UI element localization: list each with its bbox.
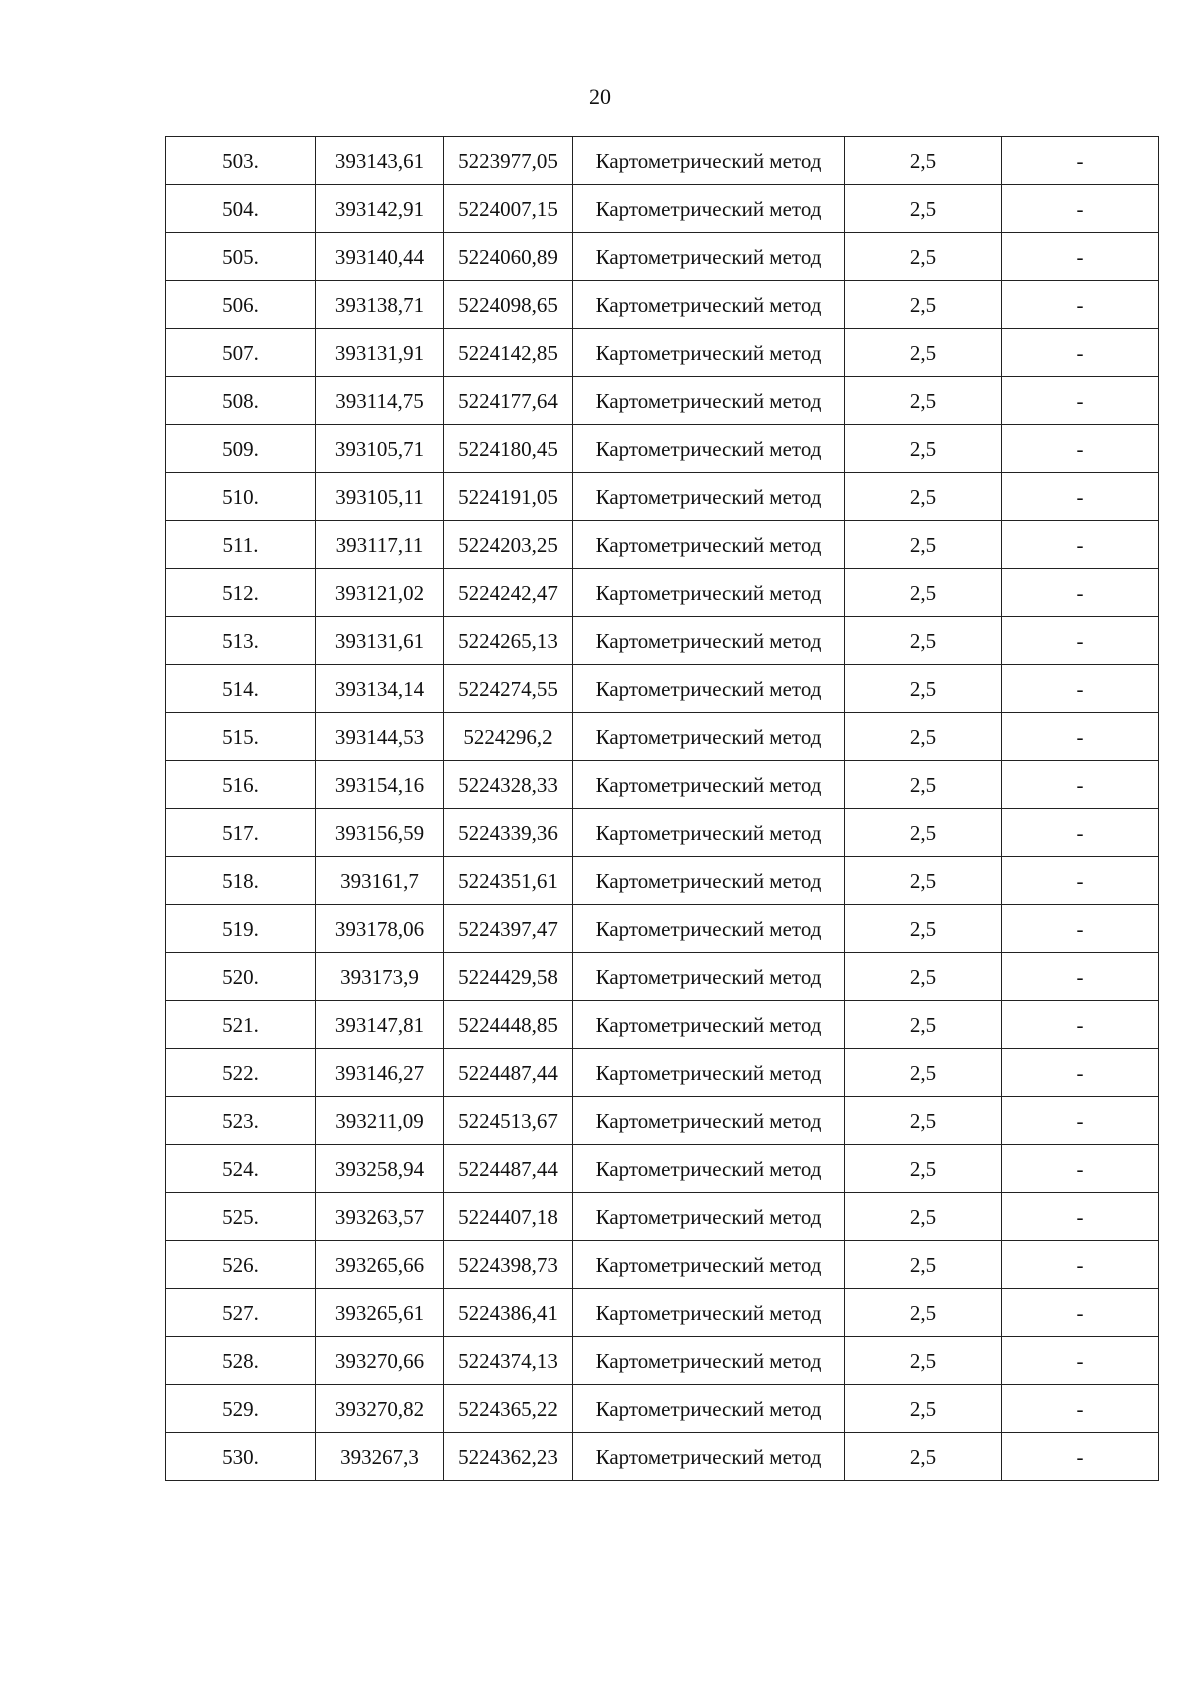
- note-cell: -: [1002, 137, 1159, 185]
- method-cell: Картометрический метод: [573, 617, 845, 665]
- accuracy-cell: 2,5: [845, 329, 1002, 377]
- table-row: [166, 1145, 1159, 1193]
- method-cell: Картометрический метод: [573, 473, 845, 521]
- method-cell: Картометрический метод: [573, 377, 845, 425]
- y-coordinate-cell: 5224487,44: [444, 1049, 573, 1097]
- accuracy-cell: 2,5: [845, 1385, 1002, 1433]
- point-number-cell: 503.: [166, 137, 316, 185]
- accuracy-cell: 2,5: [845, 1193, 1002, 1241]
- y-coordinate-cell: 5224398,73: [444, 1241, 573, 1289]
- note-cell: -: [1002, 713, 1159, 761]
- method-cell: Картометрический метод: [573, 1001, 845, 1049]
- method-cell: Картометрический метод: [573, 665, 845, 713]
- y-coordinate-cell: 5224339,36: [444, 809, 573, 857]
- accuracy-cell: 2,5: [845, 281, 1002, 329]
- note-cell: -: [1002, 665, 1159, 713]
- table-row: [166, 233, 1159, 281]
- table-row: [166, 809, 1159, 857]
- table-row: [166, 425, 1159, 473]
- x-coordinate-cell: 393161,7: [316, 857, 444, 905]
- point-number-cell: 504.: [166, 185, 316, 233]
- note-cell: -: [1002, 761, 1159, 809]
- y-coordinate-cell: 5224362,23: [444, 1433, 573, 1481]
- y-coordinate-cell: 5224448,85: [444, 1001, 573, 1049]
- accuracy-cell: 2,5: [845, 665, 1002, 713]
- accuracy-cell: 2,5: [845, 377, 1002, 425]
- method-cell: Картометрический метод: [573, 425, 845, 473]
- point-number-cell: 516.: [166, 761, 316, 809]
- table-row: [166, 329, 1159, 377]
- note-cell: -: [1002, 1337, 1159, 1385]
- x-coordinate-cell: 393134,14: [316, 665, 444, 713]
- point-number-cell: 508.: [166, 377, 316, 425]
- method-cell: Картометрический метод: [573, 1193, 845, 1241]
- table-row: [166, 953, 1159, 1001]
- x-coordinate-cell: 393178,06: [316, 905, 444, 953]
- table-row: [166, 185, 1159, 233]
- x-coordinate-cell: 393142,91: [316, 185, 444, 233]
- page-number: 20: [589, 84, 611, 109]
- method-cell: Картометрический метод: [573, 953, 845, 1001]
- y-coordinate-cell: 5224351,61: [444, 857, 573, 905]
- accuracy-cell: 2,5: [845, 1289, 1002, 1337]
- note-cell: -: [1002, 521, 1159, 569]
- y-coordinate-cell: 5224374,13: [444, 1337, 573, 1385]
- table-row: [166, 1001, 1159, 1049]
- accuracy-cell: 2,5: [845, 617, 1002, 665]
- point-number-cell: 506.: [166, 281, 316, 329]
- method-cell: Картометрический метод: [573, 281, 845, 329]
- accuracy-cell: 2,5: [845, 569, 1002, 617]
- method-cell: Картометрический метод: [573, 137, 845, 185]
- x-coordinate-cell: 393270,66: [316, 1337, 444, 1385]
- x-coordinate-cell: 393121,02: [316, 569, 444, 617]
- x-coordinate-cell: 393144,53: [316, 713, 444, 761]
- note-cell: -: [1002, 473, 1159, 521]
- y-coordinate-cell: 5224060,89: [444, 233, 573, 281]
- y-coordinate-cell: 5224365,22: [444, 1385, 573, 1433]
- method-cell: Картометрический метод: [573, 1385, 845, 1433]
- point-number-cell: 527.: [166, 1289, 316, 1337]
- coordinates-table: [165, 136, 1159, 1481]
- table-row: [166, 1097, 1159, 1145]
- method-cell: Картометрический метод: [573, 1241, 845, 1289]
- note-cell: -: [1002, 905, 1159, 953]
- accuracy-cell: 2,5: [845, 1145, 1002, 1193]
- method-cell: Картометрический метод: [573, 521, 845, 569]
- method-cell: Картометрический метод: [573, 233, 845, 281]
- point-number-cell: 519.: [166, 905, 316, 953]
- x-coordinate-cell: 393211,09: [316, 1097, 444, 1145]
- point-number-cell: 524.: [166, 1145, 316, 1193]
- y-coordinate-cell: 5224328,33: [444, 761, 573, 809]
- note-cell: -: [1002, 953, 1159, 1001]
- note-cell: -: [1002, 1289, 1159, 1337]
- point-number-cell: 505.: [166, 233, 316, 281]
- x-coordinate-cell: 393156,59: [316, 809, 444, 857]
- y-coordinate-cell: 5224487,44: [444, 1145, 573, 1193]
- note-cell: -: [1002, 1241, 1159, 1289]
- table-row: [166, 761, 1159, 809]
- table-row: [166, 1241, 1159, 1289]
- accuracy-cell: 2,5: [845, 1001, 1002, 1049]
- point-number-cell: 522.: [166, 1049, 316, 1097]
- x-coordinate-cell: 393154,16: [316, 761, 444, 809]
- y-coordinate-cell: 5223977,05: [444, 137, 573, 185]
- note-cell: -: [1002, 1433, 1159, 1481]
- method-cell: Картометрический метод: [573, 761, 845, 809]
- note-cell: -: [1002, 809, 1159, 857]
- table-row: [166, 473, 1159, 521]
- y-coordinate-cell: 5224407,18: [444, 1193, 573, 1241]
- y-coordinate-cell: 5224177,64: [444, 377, 573, 425]
- method-cell: Картометрический метод: [573, 809, 845, 857]
- accuracy-cell: 2,5: [845, 857, 1002, 905]
- table-row: [166, 665, 1159, 713]
- point-number-cell: 515.: [166, 713, 316, 761]
- table-row: [166, 1385, 1159, 1433]
- note-cell: -: [1002, 425, 1159, 473]
- method-cell: Картометрический метод: [573, 905, 845, 953]
- x-coordinate-cell: 393265,66: [316, 1241, 444, 1289]
- accuracy-cell: 2,5: [845, 953, 1002, 1001]
- y-coordinate-cell: 5224296,2: [444, 713, 573, 761]
- y-coordinate-cell: 5224142,85: [444, 329, 573, 377]
- accuracy-cell: 2,5: [845, 1241, 1002, 1289]
- point-number-cell: 513.: [166, 617, 316, 665]
- table-row: [166, 1193, 1159, 1241]
- table-row: [166, 857, 1159, 905]
- point-number-cell: 526.: [166, 1241, 316, 1289]
- note-cell: -: [1002, 1193, 1159, 1241]
- x-coordinate-cell: 393146,27: [316, 1049, 444, 1097]
- x-coordinate-cell: 393267,3: [316, 1433, 444, 1481]
- x-coordinate-cell: 393173,9: [316, 953, 444, 1001]
- note-cell: -: [1002, 185, 1159, 233]
- point-number-cell: 518.: [166, 857, 316, 905]
- table-row: [166, 521, 1159, 569]
- note-cell: -: [1002, 857, 1159, 905]
- point-number-cell: 523.: [166, 1097, 316, 1145]
- method-cell: Картометрический метод: [573, 1097, 845, 1145]
- method-cell: Картометрический метод: [573, 857, 845, 905]
- note-cell: -: [1002, 617, 1159, 665]
- y-coordinate-cell: 5224274,55: [444, 665, 573, 713]
- note-cell: -: [1002, 281, 1159, 329]
- y-coordinate-cell: 5224203,25: [444, 521, 573, 569]
- x-coordinate-cell: 393140,44: [316, 233, 444, 281]
- point-number-cell: 525.: [166, 1193, 316, 1241]
- coordinates-table-body: [166, 137, 1159, 1481]
- y-coordinate-cell: 5224180,45: [444, 425, 573, 473]
- note-cell: -: [1002, 1145, 1159, 1193]
- y-coordinate-cell: 5224242,47: [444, 569, 573, 617]
- point-number-cell: 512.: [166, 569, 316, 617]
- y-coordinate-cell: 5224386,41: [444, 1289, 573, 1337]
- y-coordinate-cell: 5224191,05: [444, 473, 573, 521]
- table-row: [166, 617, 1159, 665]
- point-number-cell: 514.: [166, 665, 316, 713]
- note-cell: -: [1002, 377, 1159, 425]
- point-number-cell: 521.: [166, 1001, 316, 1049]
- note-cell: -: [1002, 1097, 1159, 1145]
- table-row: [166, 281, 1159, 329]
- point-number-cell: 528.: [166, 1337, 316, 1385]
- x-coordinate-cell: 393147,81: [316, 1001, 444, 1049]
- point-number-cell: 530.: [166, 1433, 316, 1481]
- method-cell: Картометрический метод: [573, 185, 845, 233]
- accuracy-cell: 2,5: [845, 905, 1002, 953]
- method-cell: Картометрический метод: [573, 569, 845, 617]
- accuracy-cell: 2,5: [845, 1433, 1002, 1481]
- x-coordinate-cell: 393105,71: [316, 425, 444, 473]
- note-cell: -: [1002, 1049, 1159, 1097]
- note-cell: -: [1002, 329, 1159, 377]
- y-coordinate-cell: 5224397,47: [444, 905, 573, 953]
- y-coordinate-cell: 5224265,13: [444, 617, 573, 665]
- point-number-cell: 520.: [166, 953, 316, 1001]
- note-cell: -: [1002, 1001, 1159, 1049]
- accuracy-cell: 2,5: [845, 473, 1002, 521]
- point-number-cell: 510.: [166, 473, 316, 521]
- x-coordinate-cell: 393143,61: [316, 137, 444, 185]
- y-coordinate-cell: 5224007,15: [444, 185, 573, 233]
- accuracy-cell: 2,5: [845, 233, 1002, 281]
- x-coordinate-cell: 393131,91: [316, 329, 444, 377]
- note-cell: -: [1002, 233, 1159, 281]
- table-row: [166, 377, 1159, 425]
- x-coordinate-cell: 393270,82: [316, 1385, 444, 1433]
- point-number-cell: 509.: [166, 425, 316, 473]
- table-row: [166, 713, 1159, 761]
- table-row: [166, 1433, 1159, 1481]
- table-row: [166, 569, 1159, 617]
- accuracy-cell: 2,5: [845, 185, 1002, 233]
- x-coordinate-cell: 393117,11: [316, 521, 444, 569]
- point-number-cell: 511.: [166, 521, 316, 569]
- point-number-cell: 517.: [166, 809, 316, 857]
- note-cell: -: [1002, 569, 1159, 617]
- method-cell: Картометрический метод: [573, 713, 845, 761]
- point-number-cell: 529.: [166, 1385, 316, 1433]
- method-cell: Картометрический метод: [573, 1145, 845, 1193]
- accuracy-cell: 2,5: [845, 1337, 1002, 1385]
- x-coordinate-cell: 393105,11: [316, 473, 444, 521]
- table-row: [166, 1337, 1159, 1385]
- accuracy-cell: 2,5: [845, 713, 1002, 761]
- table-row: [166, 905, 1159, 953]
- table-row: [166, 1049, 1159, 1097]
- accuracy-cell: 2,5: [845, 1097, 1002, 1145]
- table-row: [166, 1289, 1159, 1337]
- y-coordinate-cell: 5224098,65: [444, 281, 573, 329]
- x-coordinate-cell: 393131,61: [316, 617, 444, 665]
- accuracy-cell: 2,5: [845, 137, 1002, 185]
- method-cell: Картометрический метод: [573, 1433, 845, 1481]
- accuracy-cell: 2,5: [845, 425, 1002, 473]
- method-cell: Картометрический метод: [573, 1337, 845, 1385]
- note-cell: -: [1002, 1385, 1159, 1433]
- y-coordinate-cell: 5224513,67: [444, 1097, 573, 1145]
- method-cell: Картометрический метод: [573, 329, 845, 377]
- method-cell: Картометрический метод: [573, 1049, 845, 1097]
- y-coordinate-cell: 5224429,58: [444, 953, 573, 1001]
- accuracy-cell: 2,5: [845, 761, 1002, 809]
- x-coordinate-cell: 393263,57: [316, 1193, 444, 1241]
- x-coordinate-cell: 393265,61: [316, 1289, 444, 1337]
- accuracy-cell: 2,5: [845, 521, 1002, 569]
- x-coordinate-cell: 393114,75: [316, 377, 444, 425]
- accuracy-cell: 2,5: [845, 809, 1002, 857]
- point-number-cell: 507.: [166, 329, 316, 377]
- x-coordinate-cell: 393258,94: [316, 1145, 444, 1193]
- table-row: [166, 137, 1159, 185]
- method-cell: Картометрический метод: [573, 1289, 845, 1337]
- accuracy-cell: 2,5: [845, 1049, 1002, 1097]
- x-coordinate-cell: 393138,71: [316, 281, 444, 329]
